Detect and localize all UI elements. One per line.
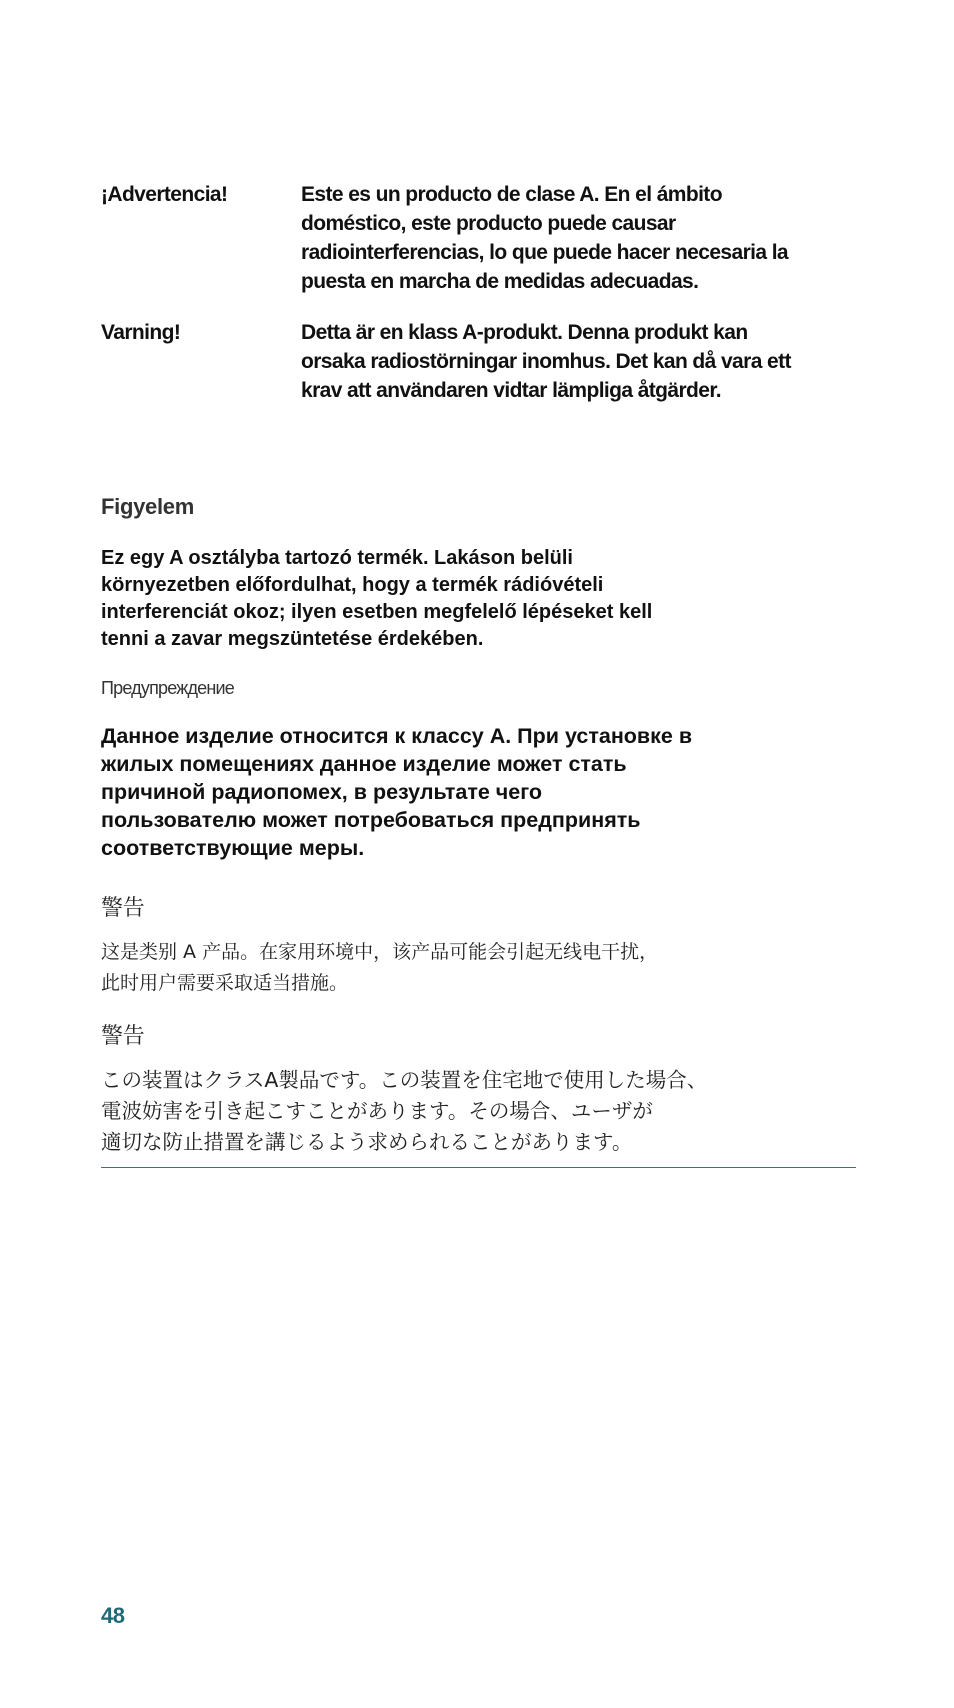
warning-swedish — [101, 318, 861, 405]
section-divider — [101, 1167, 856, 1168]
heading-japanese: 警告 — [101, 1023, 145, 1048]
text-japanese: この装置はクラスA製品です。この装置を住宅地で使用した場合、 電波妨害を引き起こすことがあります。その場合、ユーザが 適切な防止措置を講じるよう求められることがあります。 — [101, 1068, 708, 1154]
warning-spanish — [101, 180, 861, 296]
text-russian: Данное изделие относится к классу А. При установке в жилых помещениях данное изделие может стать причиной радиопомех, в результате чего пользователю может потребоваться предпринять соответствующие меры. — [101, 724, 693, 860]
warning-label-spanish: ¡Advertencia! — [101, 183, 228, 206]
heading-chinese: 警告 — [101, 895, 145, 920]
text-chinese: 这是类别 A 产品。在家用环境中，该产品可能会引起无线电干扰， 此时用户需要采取适当措施。 — [101, 941, 659, 994]
warning-label-swedish: Varning! — [101, 321, 181, 344]
text-hungarian: Ez egy A osztályba tartozó termék. Lakáson belüli környezetben előfordulhat, hogy a termék rádióvételi interferenciát okoz; ilyen esetben megfelelő lépéseket kell tenni a zavar megszüntetése érdekében. — [101, 547, 653, 650]
heading-russian: Предупреждение — [101, 678, 234, 698]
page-number: 48 — [101, 1603, 125, 1628]
warning-text-swedish: Detta är en klass A-produkt. Denna produkt kan orsaka radiostörningar inomhus. Det kan då vara ett krav att användaren vidtar lämpliga åtgärder. — [301, 321, 791, 402]
warning-text-spanish: Este es un producto de clase A. En el ámbito doméstico, este producto puede causar radiointerferencias, lo que puede hacer necesaria la puesta en marcha de medidas adecuadas. — [301, 183, 789, 293]
heading-hungarian: Figyelem — [101, 494, 194, 519]
